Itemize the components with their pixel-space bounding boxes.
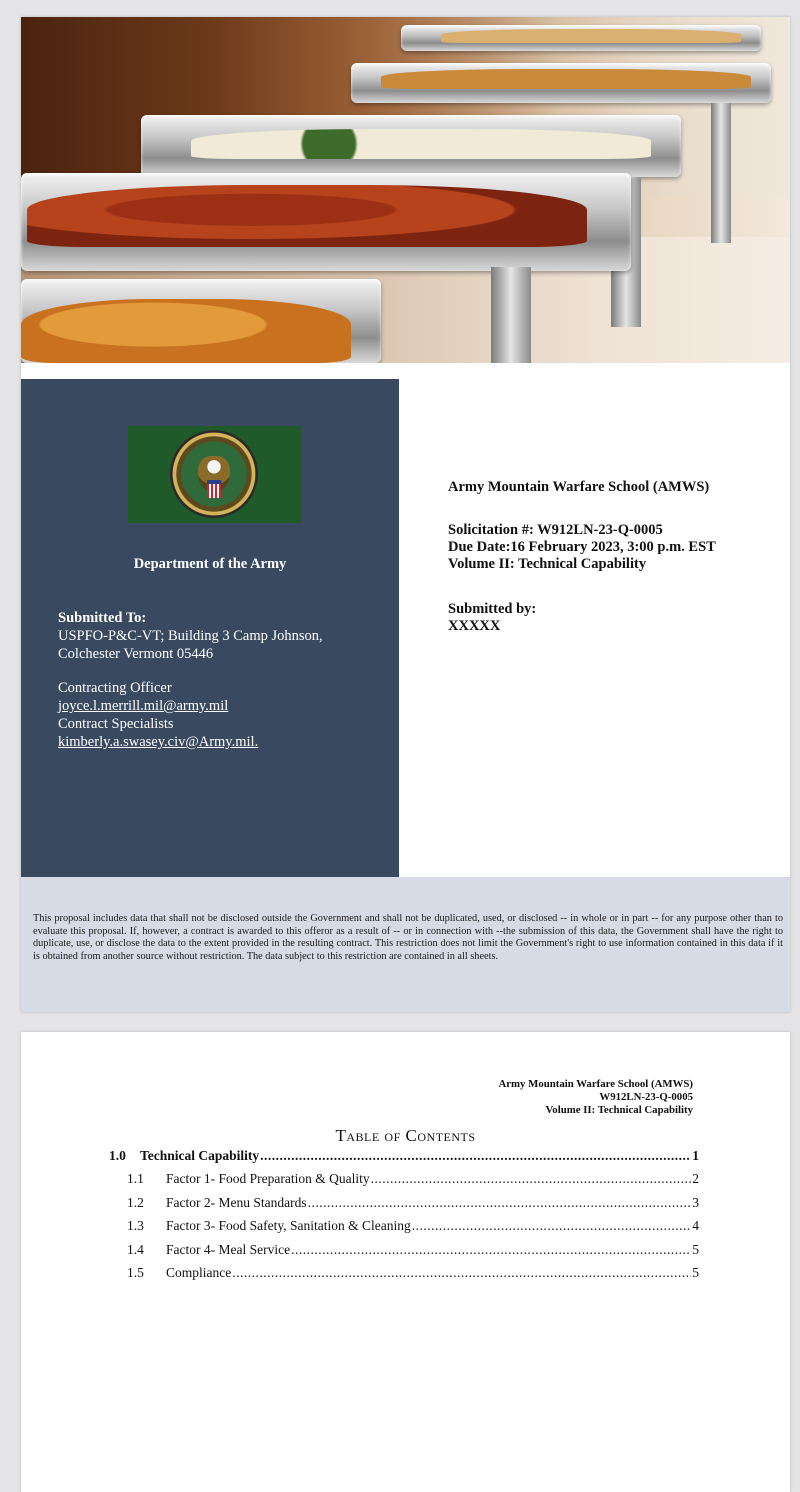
toc-entry-page: 3: [692, 1194, 699, 1210]
contract-specialist-email-link[interactable]: kimberly.a.swasey.civ@Army.mil.: [58, 734, 259, 750]
address-line-1: USPFO-P&C-VT; Building 3 Camp Johnson,: [58, 628, 323, 644]
address-line-2: Colchester Vermont 05446: [58, 646, 214, 662]
header-solicitation: W912LN-23-Q-0005: [599, 1091, 693, 1103]
cover-info-panel: [21, 379, 399, 877]
header-volume: Volume II: Technical Capability: [545, 1104, 693, 1116]
army-seal-emblem: [128, 426, 301, 523]
cover-page: [21, 17, 790, 1012]
toc-entry[interactable]: [109, 1265, 699, 1288]
toc-entry-page: 1: [692, 1148, 699, 1163]
toc-entry-leader: [291, 1242, 691, 1258]
toc-entry-number: 1.3: [127, 1218, 144, 1234]
toc-entry-label: Factor 1- Food Preparation & Quality: [166, 1171, 370, 1187]
disclaimer-text: This proposal includes data that shall not be disclosed outside the Government and shall not be duplicated, used, or disclosed -- in whole or in part -- for any purpose other than to evaluate this proposal. If, however, a contract is awarded to this offeror as a result of -- or in connection with --the submission of this data, the Government shall have the right to duplicate, use, or disclose the data to the extent provided in the resulting contract. This restriction does not limit the Government's right to use information contained in this data if it is obtained from another source without restriction. The data subject to this restriction are contained in all sheets.: [33, 913, 783, 962]
toc-entry-number: 1.1: [127, 1171, 144, 1187]
toc-entry-label: Factor 3- Food Safety, Sanitation & Cleaning: [166, 1218, 411, 1234]
toc-entry[interactable]: [109, 1195, 699, 1218]
toc-entry[interactable]: [109, 1218, 699, 1241]
toc-entry-leader: [260, 1148, 691, 1164]
submitted-by-block: [448, 601, 536, 635]
toc-entry-page: 4: [692, 1218, 699, 1234]
toc-entry-label: Technical Capability: [140, 1148, 260, 1163]
toc-entry-number: 1.4: [127, 1241, 144, 1257]
toc-title: Table of Contents: [335, 1126, 476, 1145]
submitted-to-heading: Submitted To:: [58, 610, 147, 626]
toc-entry-leader: [232, 1265, 691, 1281]
toc-entry[interactable]: [109, 1242, 699, 1265]
disclaimer-box: [21, 877, 790, 1012]
header-school: Army Mountain Warfare School (AMWS): [498, 1078, 693, 1090]
department-title: Department of the Army: [133, 556, 287, 572]
submitted-by-value: XXXXX: [448, 618, 501, 634]
contracting-officer-title: Contracting Officer: [58, 680, 172, 696]
volume-title: Volume II: Technical Capability: [448, 556, 647, 572]
contract-specialist-title: Contract Specialists: [58, 716, 174, 732]
toc-entry-label: Factor 2- Menu Standards: [166, 1194, 307, 1210]
submitted-to-block: [58, 609, 323, 751]
toc-entry-page: 5: [692, 1241, 699, 1257]
toc-entry-leader: [412, 1218, 692, 1234]
toc-entry-label: Compliance: [166, 1264, 232, 1280]
toc-entry-number: 1.5: [127, 1264, 144, 1280]
page-header: [498, 1078, 693, 1117]
table-of-contents: [109, 1148, 699, 1288]
submitted-by-label: Submitted by:: [448, 601, 537, 617]
toc-entry-leader: [371, 1171, 692, 1187]
toc-entry-leader: [308, 1195, 692, 1211]
solicitation-block: [448, 522, 716, 573]
toc-entry-page: 5: [692, 1264, 699, 1280]
toc-entry-label: Factor 4- Meal Service: [166, 1241, 291, 1257]
due-date: Due Date:16 February 2023, 3:00 p.m. EST: [448, 539, 716, 555]
school-name: Army Mountain Warfare School (AMWS): [448, 479, 710, 495]
toc-entry-number: 1.2: [127, 1194, 144, 1210]
toc-entry-page: 2: [692, 1171, 699, 1187]
toc-entry-number: 1.0: [109, 1148, 126, 1163]
solicitation-number: Solicitation #: W912LN-23-Q-0005: [448, 522, 663, 538]
toc-entry[interactable]: [109, 1148, 699, 1171]
toc-page: [21, 1032, 790, 1492]
toc-entry[interactable]: [109, 1171, 699, 1194]
contracting-officer-email-link[interactable]: joyce.l.merrill.mil@army.mil: [58, 698, 229, 714]
hero-photo: [21, 17, 790, 363]
